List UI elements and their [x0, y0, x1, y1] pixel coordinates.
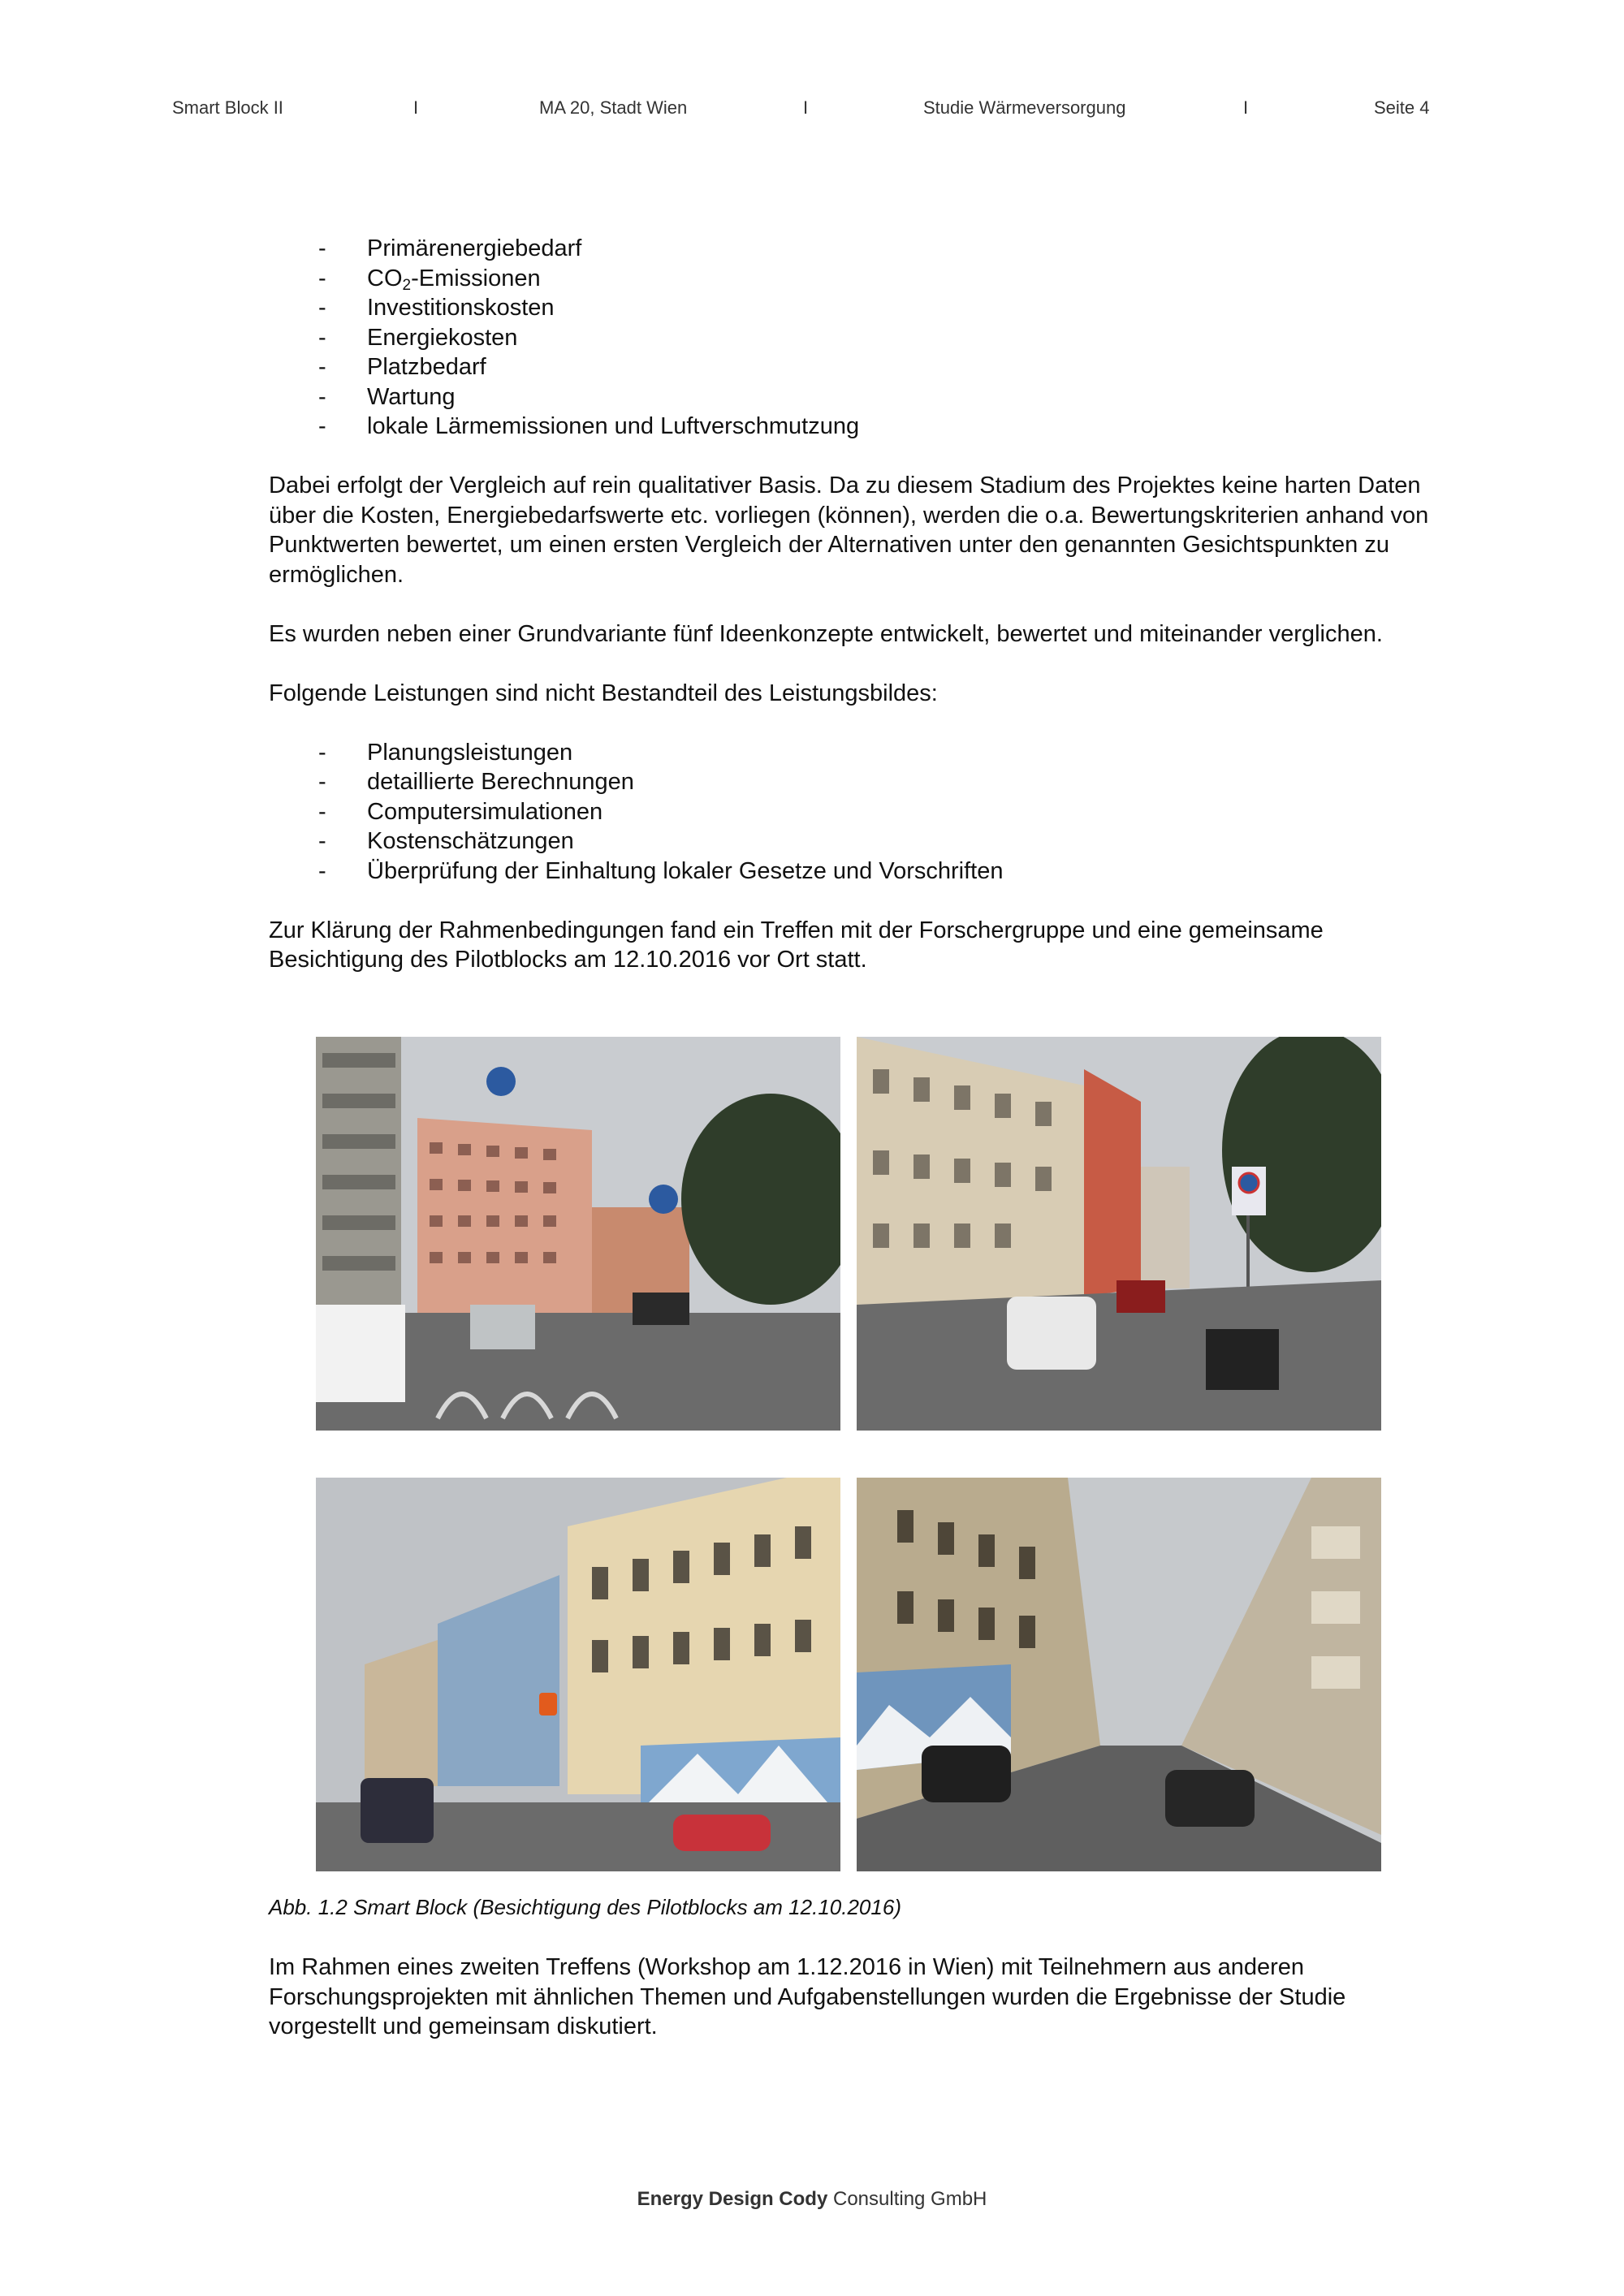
main-content [269, 234, 1446, 975]
list-item: - Platzbedarf [318, 354, 486, 380]
list-item: - $CO_2$-Emissionen [318, 265, 541, 294]
figure-caption: Abb. 1.2 Smart Block (Besichtigung des Pilotblocks am 12.10.2016) [269, 1895, 901, 1919]
photo-mural-building [316, 1478, 840, 1871]
paragraph-concepts: Es wurden neben einer Grundvariante fünf Ideenkonzepte entwickelt, bewertet und miteinander verglichen. [269, 620, 1383, 647]
list-item: - detaillierte Berechnungen [318, 769, 634, 795]
list-item: - Primärenergiebedarf [318, 235, 582, 261]
photo-mural-building-image [316, 1478, 840, 1871]
header-page-number: Seite 4 [1374, 97, 1430, 118]
photo-narrow-street-image [857, 1478, 1381, 1871]
list-item: - lokale Lärmemissionen und Luftverschmutzung [318, 413, 860, 439]
photo-narrow-street [857, 1478, 1381, 1871]
list-item: - Planungsleistungen [318, 739, 573, 766]
photo-street-traffic [857, 1037, 1381, 1431]
list-item: - Kostenschätzungen [318, 828, 574, 854]
page-header [0, 97, 1624, 127]
photo-street-traffic-image [857, 1037, 1381, 1431]
paragraph-meeting: Zur Klärung der Rahmenbedingungen fand ein Treffen mit der Forschergruppe und eine gemeinsame Besichtigung des Pilotblocks am 12.10.2016 vor Ort statt. [269, 917, 1324, 973]
header-project: Smart Block II [172, 97, 283, 118]
header-study: Studie Wärmeversorgung [923, 97, 1126, 118]
list-item: - Investitionskosten [318, 295, 555, 321]
photo-street-corner-image [316, 1037, 840, 1431]
footer-company-bold: Energy Design Cody [637, 2188, 828, 2210]
criteria-list [269, 234, 1446, 442]
paragraph-exclusions-intro: Folgende Leistungen sind nicht Bestandteil des Leistungsbildes: [269, 680, 938, 706]
photo-street-corner [316, 1037, 840, 1431]
list-item: - Wartung [318, 383, 456, 410]
list-item: - Computersimulationen [318, 798, 603, 825]
list-item: - Energiekosten [318, 324, 518, 351]
exclusions-list [269, 738, 1446, 887]
header-client: MA 20, Stadt Wien [539, 97, 688, 118]
paragraph-comparison: Dabei erfolgt der Vergleich auf rein qualitativer Basis. Da zu diesem Stadium des Projektes keine harten Daten über die Kosten, Energiebedarfswerte etc. vorliegen (können), werden die o.a. Bewertungskriterien anhand von Punktwerten bewertet, um einen ersten Vergleich der Alternativen unter den genannten Gesichtspunkten zu ermöglichen. [269, 473, 1429, 588]
page-footer [0, 2188, 1624, 2211]
photo-grid [316, 1037, 1381, 1871]
footer-company-rest: Consulting GmbH [827, 2188, 987, 2210]
header-separator: I [803, 97, 809, 118]
paragraph-workshop: Im Rahmen eines zweiten Treffens (Workshop am 1.12.2016 in Wien) mit Teilnehmern aus anderen Forschungsprojekten mit ähnlichen Themen und Aufgabenstellungen wurden die Ergebnisse der Studie vorgestellt und gemeinsam diskutiert. [269, 1954, 1346, 2039]
header-separator: I [413, 97, 419, 118]
header-separator: I [1243, 97, 1249, 118]
list-item: - Überprüfung der Einhaltung lokaler Gesetze und Vorschriften [318, 857, 1004, 884]
